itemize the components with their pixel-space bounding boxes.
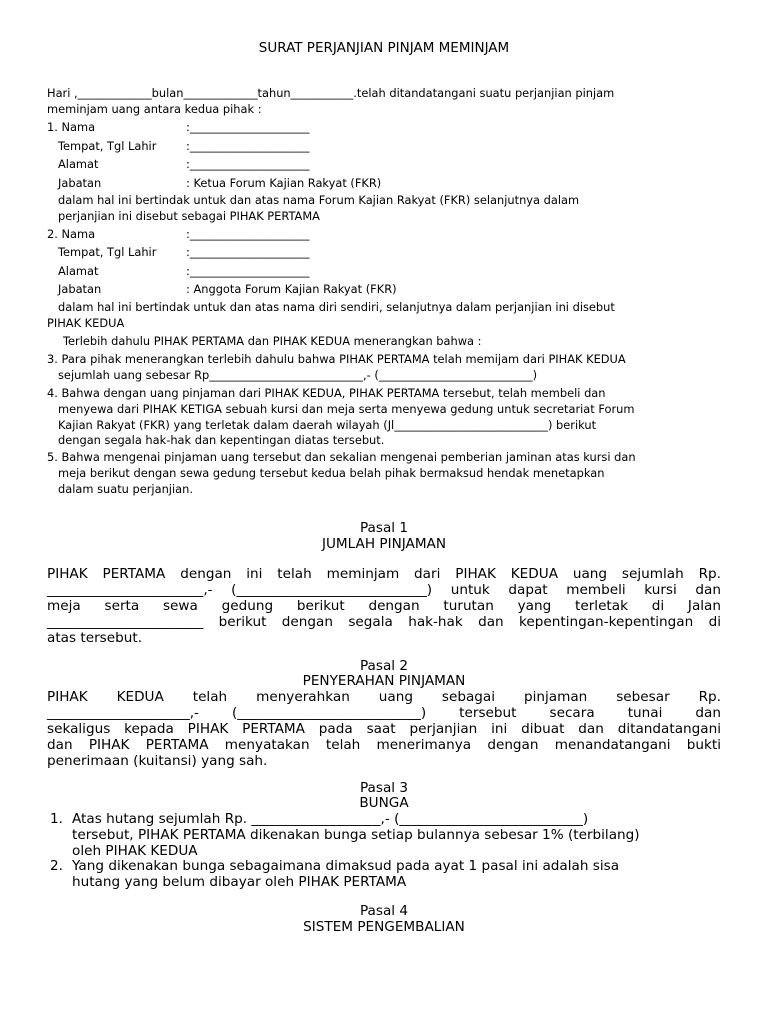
party2-birth-label: Tempat, Tgl Lahir	[58, 245, 157, 259]
point4-line-3: Kajian Rakyat (FKR) yang terletak dalam daerah wilayah (Jl___________________________) berikut	[58, 418, 597, 432]
pasal3-item2-line-1: Yang dikenakan bunga sebagaimana dimaksud pada ayat 1 pasal ini adalah sisa	[72, 858, 620, 874]
point4-line-4: dengan segala hak-hak dan kepentingan diatas tersebut.	[58, 433, 385, 447]
pasal2-line-1: PIHAK KEDUA telah menyerahkan uang sebagai pinjaman sebesar Rp.	[47, 689, 721, 705]
pasal2-heading: PENYERAHAN PINJAMAN	[302, 673, 466, 689]
pasal1-number: Pasal 1	[359, 520, 409, 536]
intro-line-2: meminjam uang antara kedua pihak :	[47, 102, 262, 116]
party1-desc-line-2: perjanjian ini disebut sebagai PIHAK PERTAMA	[58, 209, 320, 223]
document-title: SURAT PERJANJIAN PINJAM MEMINJAM	[258, 40, 510, 56]
pasal2-line-4: dan PIHAK PERTAMA menyatakan telah menerimanya dengan menandatangani bukti	[47, 737, 721, 753]
preamble: Terlebih dahulu PIHAK PERTAMA dan PIHAK KEDUA menerangkan bahwa :	[63, 334, 482, 348]
party2-position-label: Jabatan	[58, 282, 102, 296]
party2-desc-line-1: dalam hal ini bertindak untuk dan atas nama diri sendiri, selanjutnya dalam perjanjian ini disebut	[58, 300, 615, 314]
pasal1-line-5: atas tersebut.	[47, 630, 143, 646]
pasal3-item1	[72, 811, 732, 859]
pasal4-number: Pasal 4	[359, 903, 409, 919]
pasal3-item1-number: 1.	[50, 811, 63, 827]
pasal1-line-3: meja serta sewa gedung berikut dengan turutan yang terletak di Jalan	[47, 598, 721, 614]
pasal2-line-5: penerimaan (kuitansi) yang sah.	[47, 753, 268, 769]
pasal2-line-3: sekaligus kepada PIHAK PERTAMA pada saat perjanjian ini dibuat dan ditandatangani	[47, 721, 721, 737]
party1-address-field: :_____________________	[186, 157, 310, 171]
pasal2-line-2: _____________________,- (___________________________) tersebut secara tunai dan	[47, 705, 721, 721]
pasal3-item1-line-1: Atas hutang sejumlah Rp. ___________________,- (___________________________)	[72, 811, 589, 827]
pasal3-item1-line-3: oleh PIHAK KEDUA	[72, 843, 198, 859]
party2-desc-line-2: PIHAK KEDUA	[47, 316, 125, 330]
pasal3-number: Pasal 3	[359, 780, 409, 796]
point4-line-2: menyewa dari PIHAK KETIGA sebuah kursi dan meja serta menyewa gedung untuk secretariat Forum	[58, 402, 635, 416]
party1-birth-label: Tempat, Tgl Lahir	[58, 139, 157, 153]
party2-position-value: : Anggota Forum Kajian Rakyat (FKR)	[186, 282, 397, 296]
pasal1-line-4: _______________________ berikut dengan segala hak-hak dan kepentingan-kepentingan di	[47, 614, 721, 630]
pasal3-item1-line-2: tersebut, PIHAK PERTAMA dikenakan bunga setiap bulannya sebesar 1% (terbilang)	[72, 827, 640, 843]
point5-line-2: meja berikut dengan sewa gedung tersebut kedua belah pihak bermaksud hendak menetapkan	[58, 466, 605, 480]
point3-line-1: 3. Para pihak menerangkan terlebih dahulu bahwa PIHAK PERTAMA telah memijam dari PIHAK KEDUA	[47, 352, 626, 366]
point3-line-2: sejumlah uang sebesar Rp___________________________,- (___________________________)	[58, 368, 538, 382]
point4-line-1: 4. Bahwa dengan uang pinjaman dari PIHAK KEDUA, PIHAK PERTAMA tersebut, telah membeli dan	[47, 386, 606, 400]
party2-birth-field: :_____________________	[186, 245, 310, 259]
pasal1-line-1: PIHAK PERTAMA dengan ini telah meminjam dari PIHAK KEDUA uang sejumlah Rp.	[47, 566, 721, 582]
party2-address-field: :_____________________	[186, 264, 310, 278]
party1-name-field: :_____________________	[186, 120, 310, 134]
party1-address-label: Alamat	[58, 157, 99, 171]
pasal1-line-2: _______________________,- (____________________________) untuk dapat membeli kursi dan	[47, 582, 721, 598]
pasal1-heading: JUMLAH PINJAMAN	[321, 536, 447, 552]
pasal2-body	[47, 689, 721, 769]
party2-address-label: Alamat	[58, 264, 99, 278]
pasal3-item2	[72, 858, 732, 890]
pasal3-heading: BUNGA	[359, 795, 409, 811]
pasal4-heading: SISTEM PENGEMBALIAN	[303, 919, 465, 935]
party1-position-value: : Ketua Forum Kajian Rakyat (FKR)	[186, 176, 382, 190]
party1-name-label: 1. Nama	[47, 120, 96, 134]
point5-line-3: dalam suatu perjanjian.	[58, 482, 193, 496]
pasal3-item2-number: 2.	[50, 858, 63, 874]
party1-desc-line-1: dalam hal ini bertindak untuk dan atas nama Forum Kajian Rakyat (FKR) selanjutnya dalam	[58, 193, 580, 207]
party1-position-label: Jabatan	[58, 176, 102, 190]
intro-line-1: Hari ,_____________bulan_____________tahun___________.telah ditandatangani suatu perjanjian pinjam	[47, 86, 615, 100]
point5-line-1: 5. Bahwa mengenai pinjaman uang tersebut dan sekalian mengenai pemberian jaminan atas kursi dan	[47, 450, 636, 464]
pasal2-number: Pasal 2	[359, 658, 409, 674]
party2-name-field: :_____________________	[186, 227, 310, 241]
party2-name-label: 2. Nama	[47, 227, 96, 241]
pasal3-item2-line-2: hutang yang belum dibayar oleh PIHAK PERTAMA	[72, 874, 407, 890]
party1-birth-field: :_____________________	[186, 139, 310, 153]
pasal1-body	[47, 566, 721, 646]
